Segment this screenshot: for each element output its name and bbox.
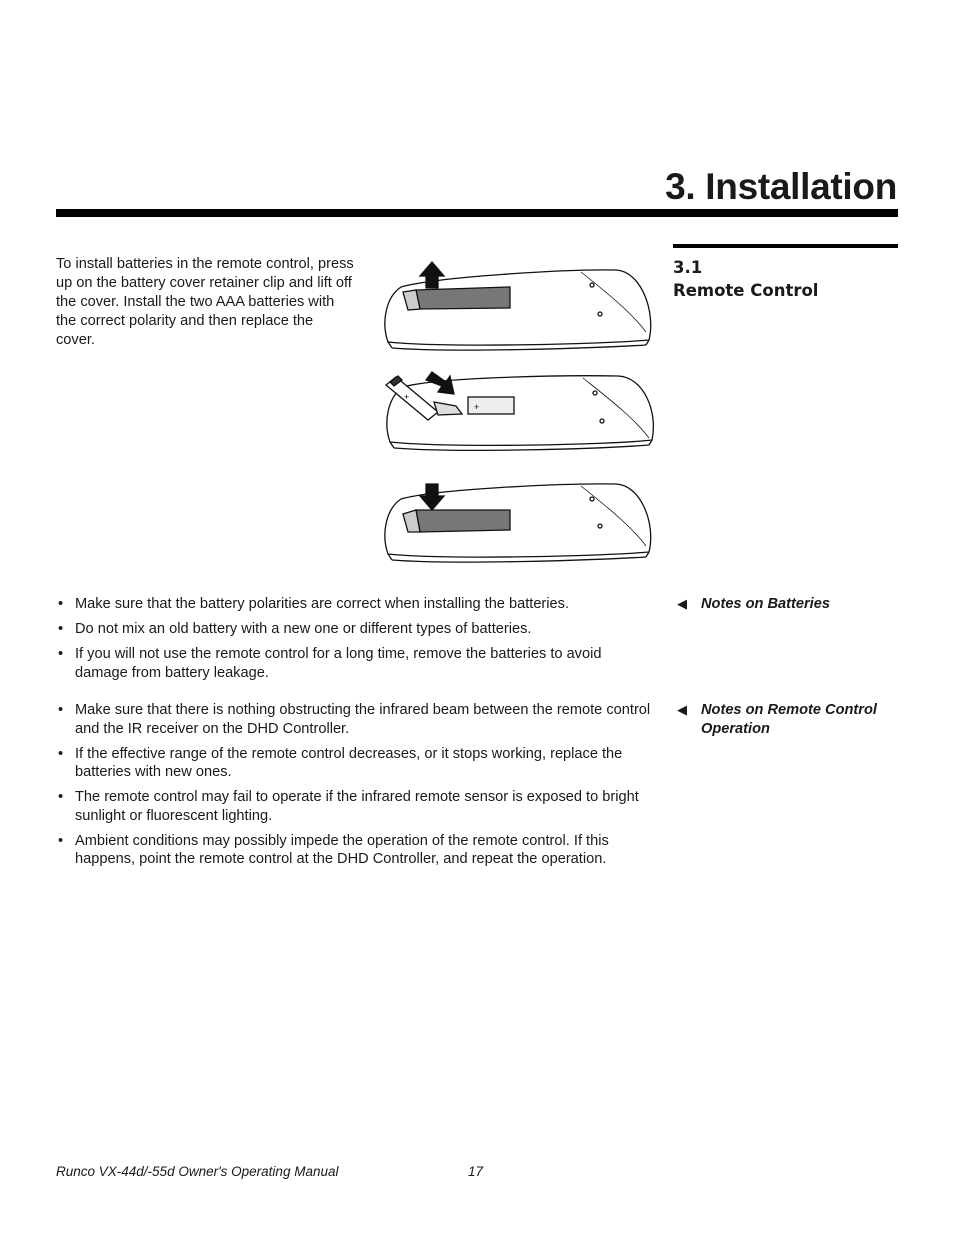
notes-heading-label: Notes on Batteries <box>701 596 830 612</box>
notes-on-remote-operation-heading <box>677 701 902 738</box>
list-item: • Make sure that the battery polarities are correct when installing the batteries. <box>56 595 656 614</box>
section-heading <box>673 256 818 302</box>
battery-install-figure <box>376 252 666 582</box>
chapter-title: 3. Installation <box>665 166 897 207</box>
list-item: • Do not mix an old battery with a new one or different types of batteries. <box>56 620 656 639</box>
notes-heading-label: Notes on Remote Control Operation <box>701 702 877 737</box>
intro-paragraph: To install batteries in the remote control, press up on the battery cover retainer clip and lift off the cover. Install the two AAA batteries with the correct polarity and then replace the cover. <box>56 256 354 348</box>
remote-operation-notes-list <box>56 701 656 875</box>
left-pointer-arrow-icon: ◀ <box>677 596 687 611</box>
section-rule <box>673 244 898 248</box>
list-item: • The remote control may fail to operate if the infrared remote sensor is exposed to bright sunlight or fluorescent lighting. <box>56 788 656 825</box>
list-item: • Ambient conditions may possibly impede the operation of the remote control. If this happens, point the remote control at the DHD Controller, and repeat the operation. <box>56 832 656 869</box>
remote-body-1 <box>385 270 651 350</box>
list-item: • If the effective range of the remote control decreases, or it stops working, replace the batteries with new ones. <box>56 745 656 782</box>
notes-on-batteries-heading <box>677 595 902 614</box>
left-pointer-arrow-icon: ◀ <box>677 702 687 717</box>
footer-manual-title: Runco VX-44d/-55d Owner's Operating Manual <box>56 1164 339 1179</box>
section-title: Remote Control <box>673 281 819 300</box>
section-number: 3.1 <box>673 258 703 277</box>
list-item: • Make sure that there is nothing obstructing the infrared beam between the remote control and the IR receiver on the DHD Controller. <box>56 701 656 738</box>
svg-text:+: + <box>474 402 480 412</box>
up-arrow-icon <box>420 262 444 288</box>
list-item: • If you will not use the remote control for a long time, remove the batteries to avoid damage from battery leakage. <box>56 645 656 682</box>
down-arrow-icon <box>420 484 444 510</box>
insert-arrow-icon <box>426 372 454 394</box>
svg-text:+: + <box>404 392 410 402</box>
chapter-rule <box>56 209 898 217</box>
remote-body-2 <box>386 376 653 451</box>
page-number: 17 <box>468 1164 484 1179</box>
battery-icon-installed <box>468 397 514 414</box>
battery-notes-list <box>56 595 656 689</box>
